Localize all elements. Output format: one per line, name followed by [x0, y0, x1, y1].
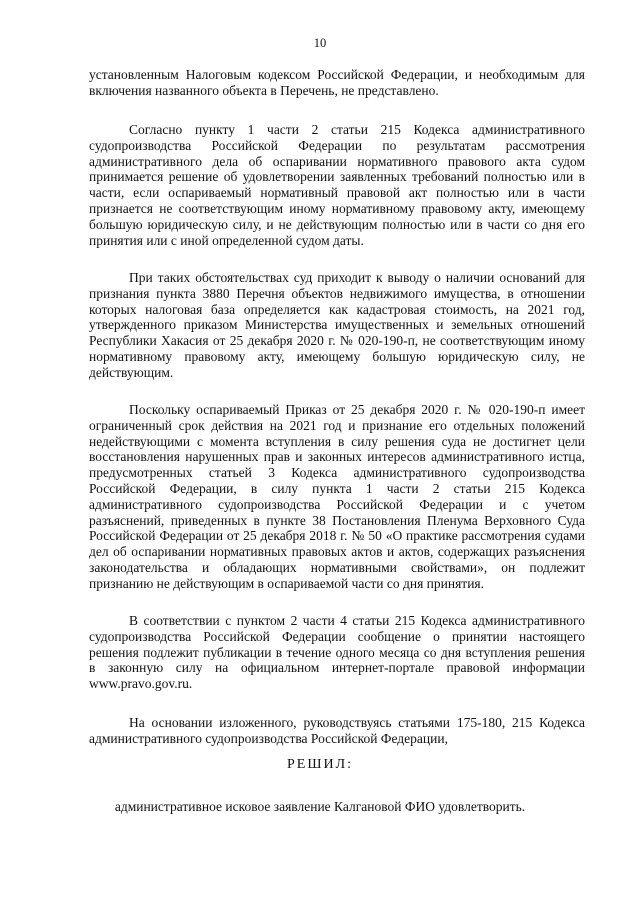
- paragraph-conclusion: [89, 270, 585, 381]
- paragraph-text: В соответствии с пунктом 2 части 4 статьи 215 Кодекса административного судопроизводства Российской Федерации сообщение о принятии настоящего решения подлежит публикации в течение одного месяца со дня вступления решения в законную силу на официальном интернет-портале правовой информации www.pravo.gov.ru.: [89, 613, 585, 692]
- resolved-heading: РЕШИЛ:: [287, 757, 353, 772]
- paragraph-limited-term: [89, 402, 585, 592]
- paragraph-text: Согласно пункту 1 части 2 статьи 215 Кодекса административного судопроизводства Российской Федерации по результатам рассмотрения административного дела об оспаривании нормативного правового акта судом принимается решение об удовлетворении заявленных требований полностью или в части, если оспариваемый нормативный правовой акт полностью или в части признается не соответствующим иному нормативному правовому акту, имеющему большую юридическую силу, и не действующим полностью или в части со дня его принятия или с иной определенной судом даты.: [89, 122, 585, 248]
- paragraph-text: Поскольку оспариваемый Приказ от 25 декабря 2020 г. № 020-190-п имеет ограниченный срок действия на 2021 год и признание его отдельных положений недействующими с момента вступления в силу решения суда не достигнет цели восстановления нарушенных прав и законных интересов административного истца, предусмотренных статьей 3 Кодекса административного судопроизводства Российской Федерации, в силу пункта 1 части 2 статьи 215 Кодекса административного судопроизводства Российской Федерации и с учетом разъяснений, приведенных в пункте 38 Постановления Пленума Верховного Суда Российской Федерации от 25 декабря 2018 г. № 50 «О практике рассмотрения судами дел об оспаривании нормативных правовых актов и актов, содержащих разъяснения законодательства и обладающих нормативными свойствами», он подлежит признанию не действующим в оспариваемой части со дня принятия.: [89, 402, 585, 591]
- page-number: 10: [313, 36, 327, 50]
- paragraph-grounds: [89, 715, 585, 747]
- paragraph-text: установленным Налоговым кодексом Российской Федерации, и необходимым для включения названного объекта в Перечень, не представлено.: [89, 67, 585, 98]
- paragraph-publication: [89, 613, 585, 692]
- paragraph-text: На основании изложенного, руководствуясь статьями 175-180, 215 Кодекса административного судопроизводства Российской Федерации,: [89, 715, 585, 746]
- decision-text: административное исковое заявление Калгановой ФИО удовлетворить.: [114, 799, 526, 814]
- paragraph-text: При таких обстоятельствах суд приходит к выводу о наличии оснований для признания пункта 3880 Перечня объектов недвижимого имущества, в отношении которых налоговая база определяется как кадастровая стоимость, на 2021 год, утвержденного приказом Министерства имущественных и земельных отношений Республики Хакасия от 25 декабря 2020 г. № 020-190-п, не соответствующим иному нормативному правовому акту, имеющему большую юридическую силу, не действующим.: [89, 270, 585, 380]
- paragraph-article-215: [89, 122, 585, 248]
- paragraph-continuation: [89, 67, 585, 99]
